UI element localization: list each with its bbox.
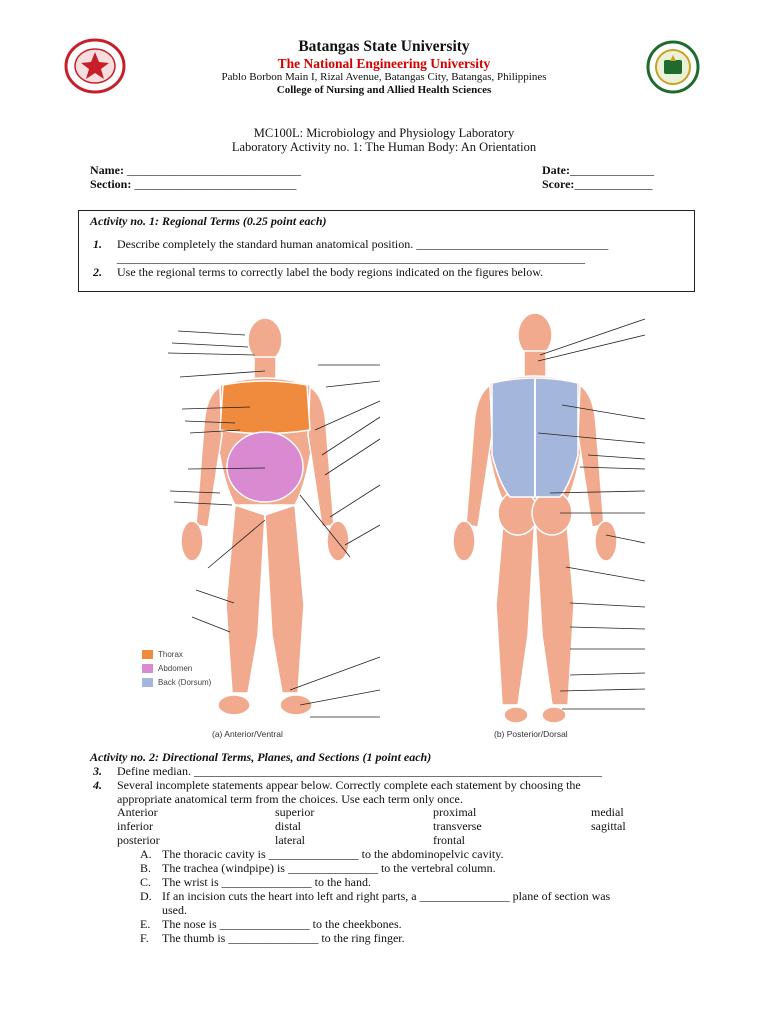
question-1-line2: ______________________________________________________________________________ bbox=[117, 251, 585, 265]
statement-f bbox=[140, 931, 405, 946]
caption-posterior: (b) Posterior/Dorsal bbox=[494, 729, 568, 739]
choice-proximal: proximal bbox=[433, 805, 477, 819]
statement-b-text: The trachea (windpipe) is _______________ to the vertebral column. bbox=[162, 861, 496, 875]
choice-superior: superior bbox=[275, 805, 315, 819]
statement-b bbox=[140, 861, 496, 876]
statement-f-letter: F. bbox=[140, 931, 149, 945]
statement-c-letter: C. bbox=[140, 875, 152, 889]
legend-back: Back (Dorsum) bbox=[158, 677, 212, 687]
statement-a-letter: A. bbox=[140, 847, 152, 861]
statement-c bbox=[140, 875, 371, 890]
score-field bbox=[542, 177, 652, 192]
college-name: College of Nursing and Allied Health Sciences bbox=[276, 84, 492, 96]
question-1-text: Describe completely the standard human anatomical position. ________________________________ bbox=[117, 237, 609, 251]
choice-inferior: inferior bbox=[117, 819, 153, 833]
choice-medial: medial bbox=[591, 805, 624, 819]
legend-swatch-back bbox=[142, 678, 153, 687]
question-3 bbox=[93, 764, 602, 779]
activity2-title: Activity no. 2: Directional Terms, Planes, and Sections (1 point each) bbox=[90, 750, 432, 764]
statement-d-letter: D. bbox=[140, 889, 152, 903]
choice-transverse: transverse bbox=[433, 819, 482, 833]
date-field bbox=[542, 163, 654, 178]
question-4-line2: appropriate anatomical term from the choices. Use each term only once. bbox=[117, 792, 463, 806]
question-1-number: 1. bbox=[93, 237, 102, 251]
date-line: ______________ bbox=[569, 163, 654, 177]
term-choices bbox=[117, 805, 677, 849]
university-tagline: The National Engineering University bbox=[277, 56, 491, 71]
legend-swatch-abdomen bbox=[142, 664, 153, 673]
question-4 bbox=[93, 778, 581, 793]
legend-swatch-thorax bbox=[142, 650, 153, 659]
question-4-text: Several incomplete statements appear below. Correctly complete each statement by choosing the bbox=[117, 778, 581, 792]
legend-thorax: Thorax bbox=[158, 649, 183, 659]
statement-f-text: The thumb is _______________ to the ring finger. bbox=[162, 931, 405, 945]
statement-e bbox=[140, 917, 402, 932]
university-address: Pablo Borbon Main I, Rizal Avenue, Batangas City, Batangas, Philippines bbox=[221, 71, 547, 83]
name-label: Name: bbox=[90, 163, 124, 177]
name-field bbox=[90, 163, 301, 178]
section-field bbox=[90, 177, 296, 192]
choice-anterior: Anterior bbox=[117, 805, 158, 819]
score-label: Score: bbox=[542, 177, 575, 191]
posterior-body bbox=[453, 313, 617, 723]
section-line: ___________________________ bbox=[134, 177, 297, 191]
statement-a-text: The thoracic cavity is _______________ to the abdominopelvic cavity. bbox=[162, 847, 504, 861]
figure-legend bbox=[142, 647, 211, 689]
statement-a bbox=[140, 847, 503, 862]
choice-frontal: frontal bbox=[433, 833, 465, 847]
activity1-title: Activity no. 1: Regional Terms (0.25 point each) bbox=[90, 214, 327, 228]
score-line: _____________ bbox=[574, 177, 653, 191]
statement-b-letter: B. bbox=[140, 861, 152, 875]
name-line: _____________________________ bbox=[126, 163, 301, 177]
statement-d-continued: used. bbox=[162, 903, 187, 917]
choice-sagittal: sagittal bbox=[591, 819, 626, 833]
question-4-number: 4. bbox=[93, 778, 102, 792]
caption-anterior: (a) Anterior/Ventral bbox=[212, 729, 283, 739]
statement-c-text: The wrist is _______________ to the hand. bbox=[162, 875, 371, 889]
question-2 bbox=[93, 265, 543, 280]
statement-d-text: If an incision cuts the heart into left and right parts, a _______________ plane of section was bbox=[162, 889, 611, 903]
statement-d bbox=[140, 889, 610, 904]
question-3-text: Define median. ____________________________________________________________________ bbox=[117, 764, 602, 778]
statement-e-text: The nose is _______________ to the cheekbones. bbox=[162, 917, 402, 931]
question-1 bbox=[93, 237, 608, 252]
legend-abdomen: Abdomen bbox=[158, 663, 193, 673]
question-2-number: 2. bbox=[93, 265, 102, 279]
abdomen-region bbox=[227, 432, 303, 502]
activity-title: Laboratory Activity no. 1: The Human Body: An Orientation bbox=[231, 140, 537, 154]
course-title: MC100L: Microbiology and Physiology Laboratory bbox=[253, 126, 515, 140]
date-label: Date: bbox=[542, 163, 570, 177]
choice-lateral: lateral bbox=[275, 833, 305, 847]
question-3-number: 3. bbox=[93, 764, 102, 778]
statement-e-letter: E. bbox=[140, 917, 151, 931]
choice-posterior: posterior bbox=[117, 833, 160, 847]
section-label: Section: bbox=[90, 177, 132, 191]
question-2-text: Use the regional terms to correctly label the body regions indicated on the figures below. bbox=[117, 265, 544, 279]
university-name: Batangas State University bbox=[298, 38, 470, 55]
choice-distal: distal bbox=[275, 819, 301, 833]
